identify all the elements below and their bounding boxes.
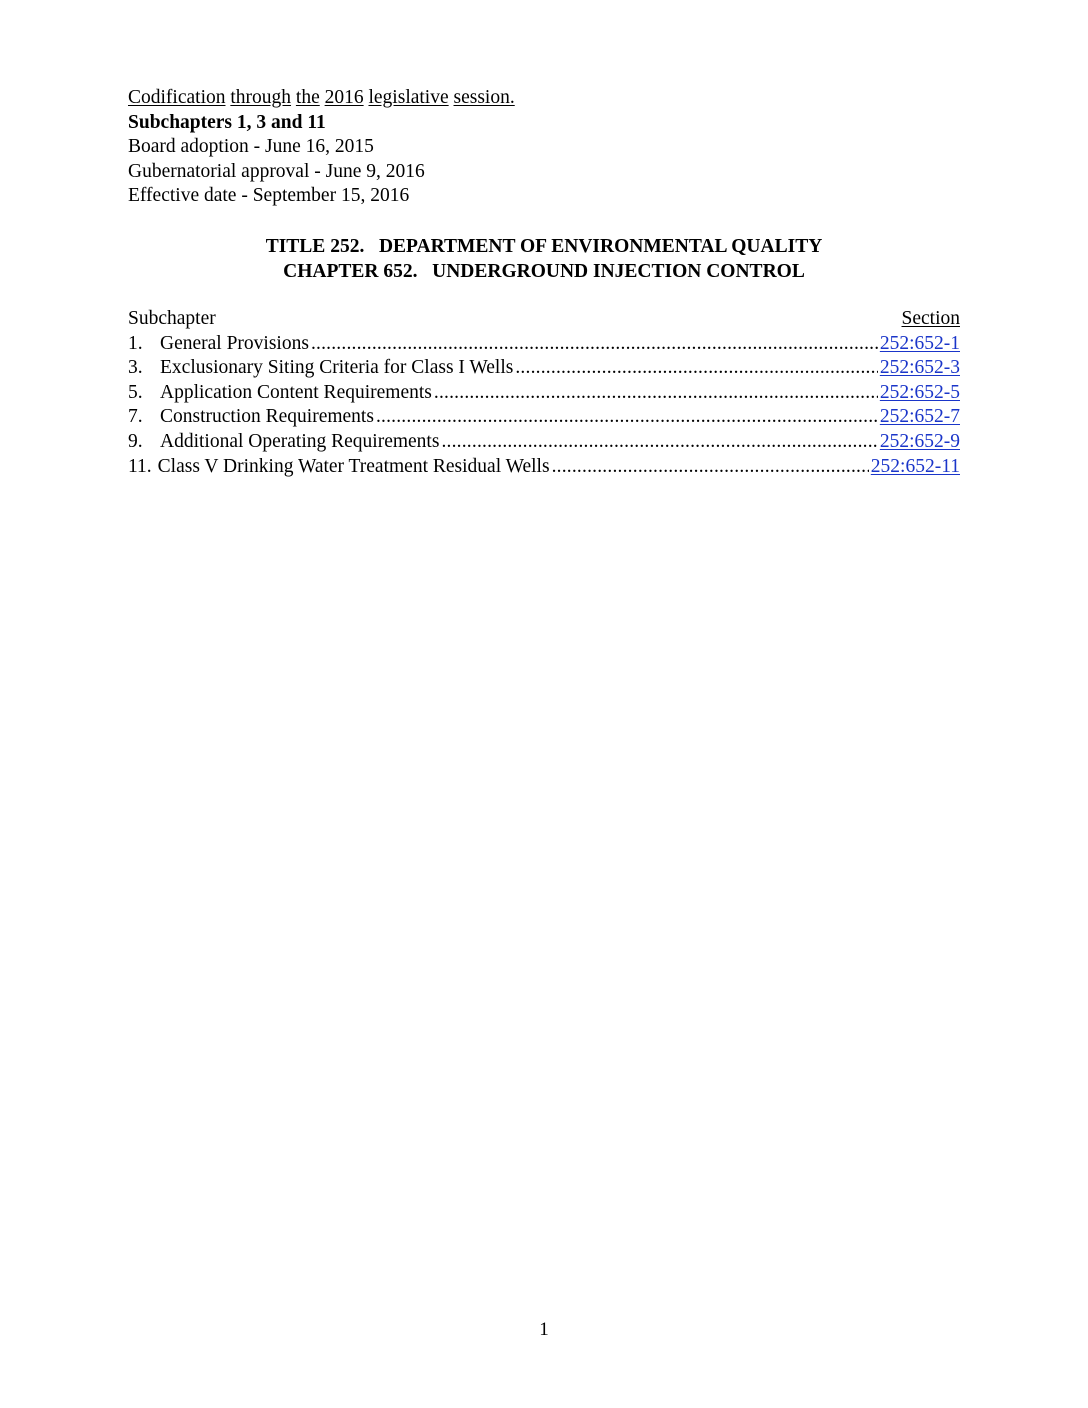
toc-leader-dots (441, 430, 877, 455)
toc-section-link[interactable]: 252:652-11 (870, 455, 960, 477)
toc-section-link[interactable]: 252:652-1 (879, 332, 960, 354)
toc-leader-dots (515, 356, 877, 381)
toc-row (128, 381, 960, 406)
toc-number: 11. (128, 455, 152, 477)
toc-section-link[interactable]: 252:652-9 (879, 430, 960, 452)
subchapter-column-header: Subchapter (128, 308, 216, 329)
codification-word: 2016 (324, 87, 364, 108)
codification-note (128, 86, 968, 111)
codification-word: session. (453, 87, 515, 108)
toc-number: 7. (128, 406, 143, 428)
toc-section-link[interactable]: 252:652-5 (879, 381, 960, 403)
codification-header (128, 86, 968, 209)
toc-row (128, 430, 960, 455)
toc-leader-dots (376, 405, 878, 430)
toc-row (128, 405, 960, 430)
codification-word: Codification (128, 87, 226, 108)
toc-number: 9. (128, 430, 143, 452)
toc-number: 1. (128, 332, 143, 354)
toc-number: 3. (128, 357, 143, 379)
toc-row (128, 455, 960, 480)
codification-word: the (295, 87, 320, 108)
subchapters-label: Subchapters 1, 3 and 11 (128, 111, 326, 133)
section-column-header: Section (901, 308, 960, 329)
toc-row (128, 356, 960, 381)
gubernatorial-approval-date: Gubernatorial approval - June 9, 2016 (128, 160, 425, 182)
toc-header-row (128, 307, 960, 332)
board-adoption-date: Board adoption - June 16, 2015 (128, 136, 374, 157)
toc-title: Application Content Requirements (160, 381, 432, 403)
codification-word: legislative (368, 87, 449, 108)
title-heading: TITLE 252. DEPARTMENT OF ENVIRONMENTAL QUALITY (265, 236, 823, 257)
toc-section-link[interactable]: 252:652-3 (879, 357, 960, 379)
toc-title: Class V Drinking Water Treatment Residual Wells (157, 455, 550, 477)
toc-row (128, 332, 960, 357)
table-of-contents (128, 307, 960, 479)
document-titles (128, 234, 960, 284)
effective-date: Effective date - September 15, 2016 (128, 185, 410, 206)
toc-title: Construction Requirements (160, 406, 374, 428)
chapter-heading: CHAPTER 652. UNDERGROUND INJECTION CONTROL (283, 261, 805, 282)
toc-leader-dots (311, 332, 878, 357)
toc-section-link[interactable]: 252:652-7 (879, 406, 960, 428)
codification-word: through (230, 87, 292, 108)
toc-number: 5. (128, 381, 143, 403)
toc-title: Exclusionary Siting Criteria for Class I Wells (160, 357, 514, 379)
toc-title: Additional Operating Requirements (160, 430, 440, 452)
toc-leader-dots (552, 455, 869, 480)
toc-leader-dots (434, 381, 878, 406)
toc-title: General Provisions (160, 332, 309, 354)
page-number: 1 (539, 1319, 549, 1340)
